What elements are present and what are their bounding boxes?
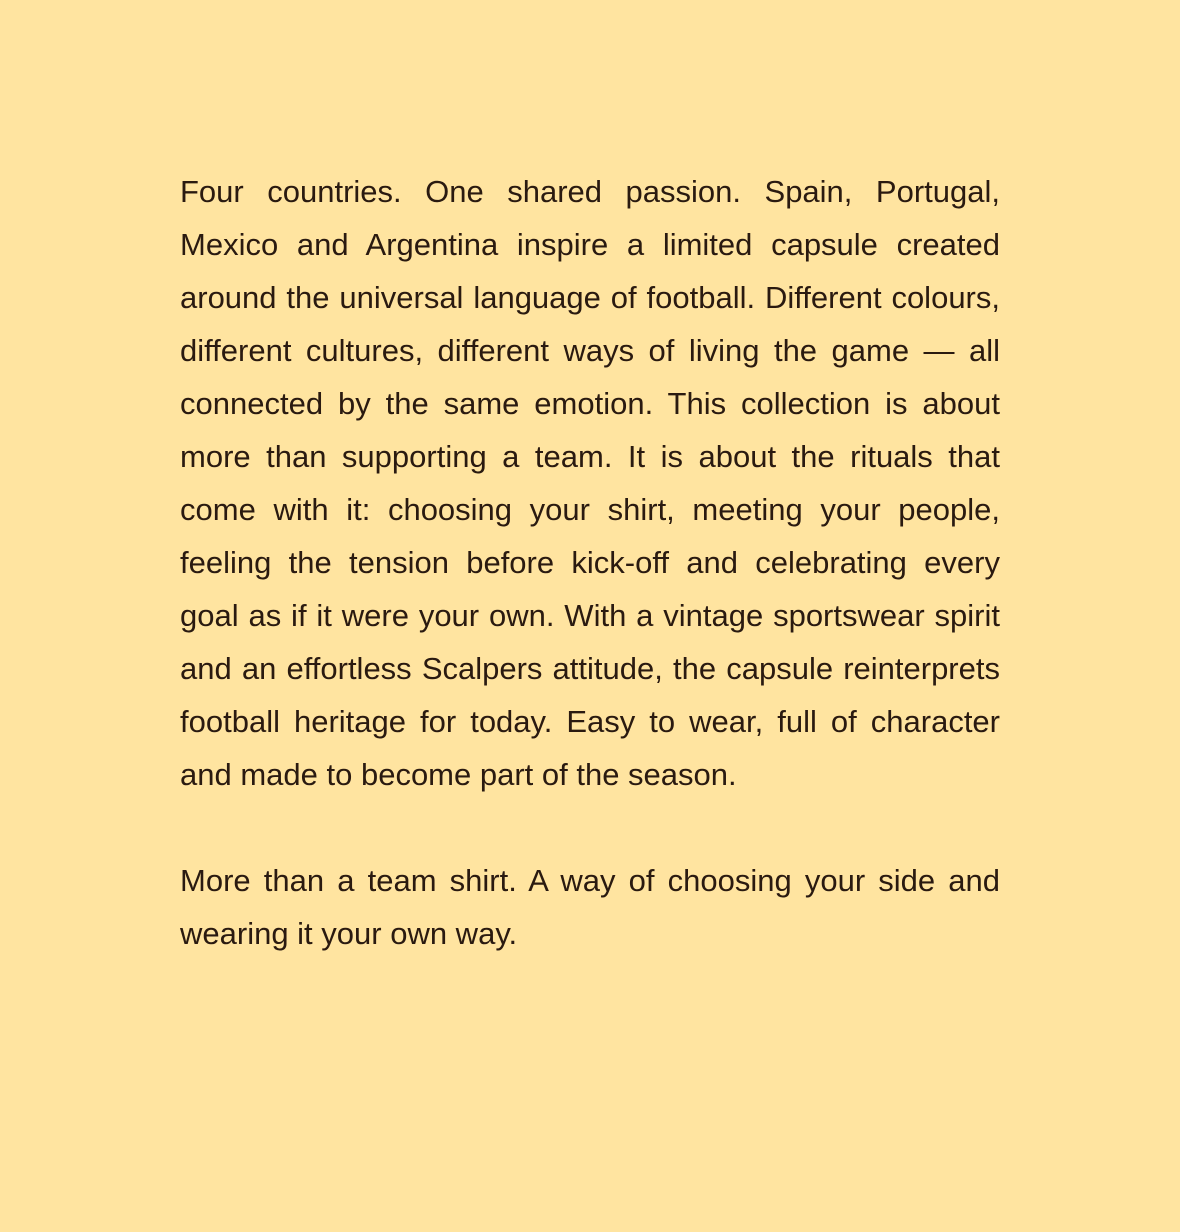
capsule-description (180, 165, 1000, 960)
description-paragraph: Four countries. One shared passion. Spain, Portugal, Mexico and Argentina inspire a limited capsule created around the universal language of football. Different colours, different cultures, different ways of living the game — all connected by the same emotion. This collection is about more than supporting a team. It is about the rituals that come with it: choosing your shirt, meeting your people, feeling the tension before kick-off and celebrating every goal as if it were your own. With a vintage sportswear spirit and an effortless Scalpers attitude, the capsule reinterprets football heritage for today. Easy to wear, full of character and made to become part of the season. (180, 174, 1000, 792)
closing-paragraph: More than a team shirt. A way of choosing your side and wearing it your own way. (180, 863, 1000, 951)
